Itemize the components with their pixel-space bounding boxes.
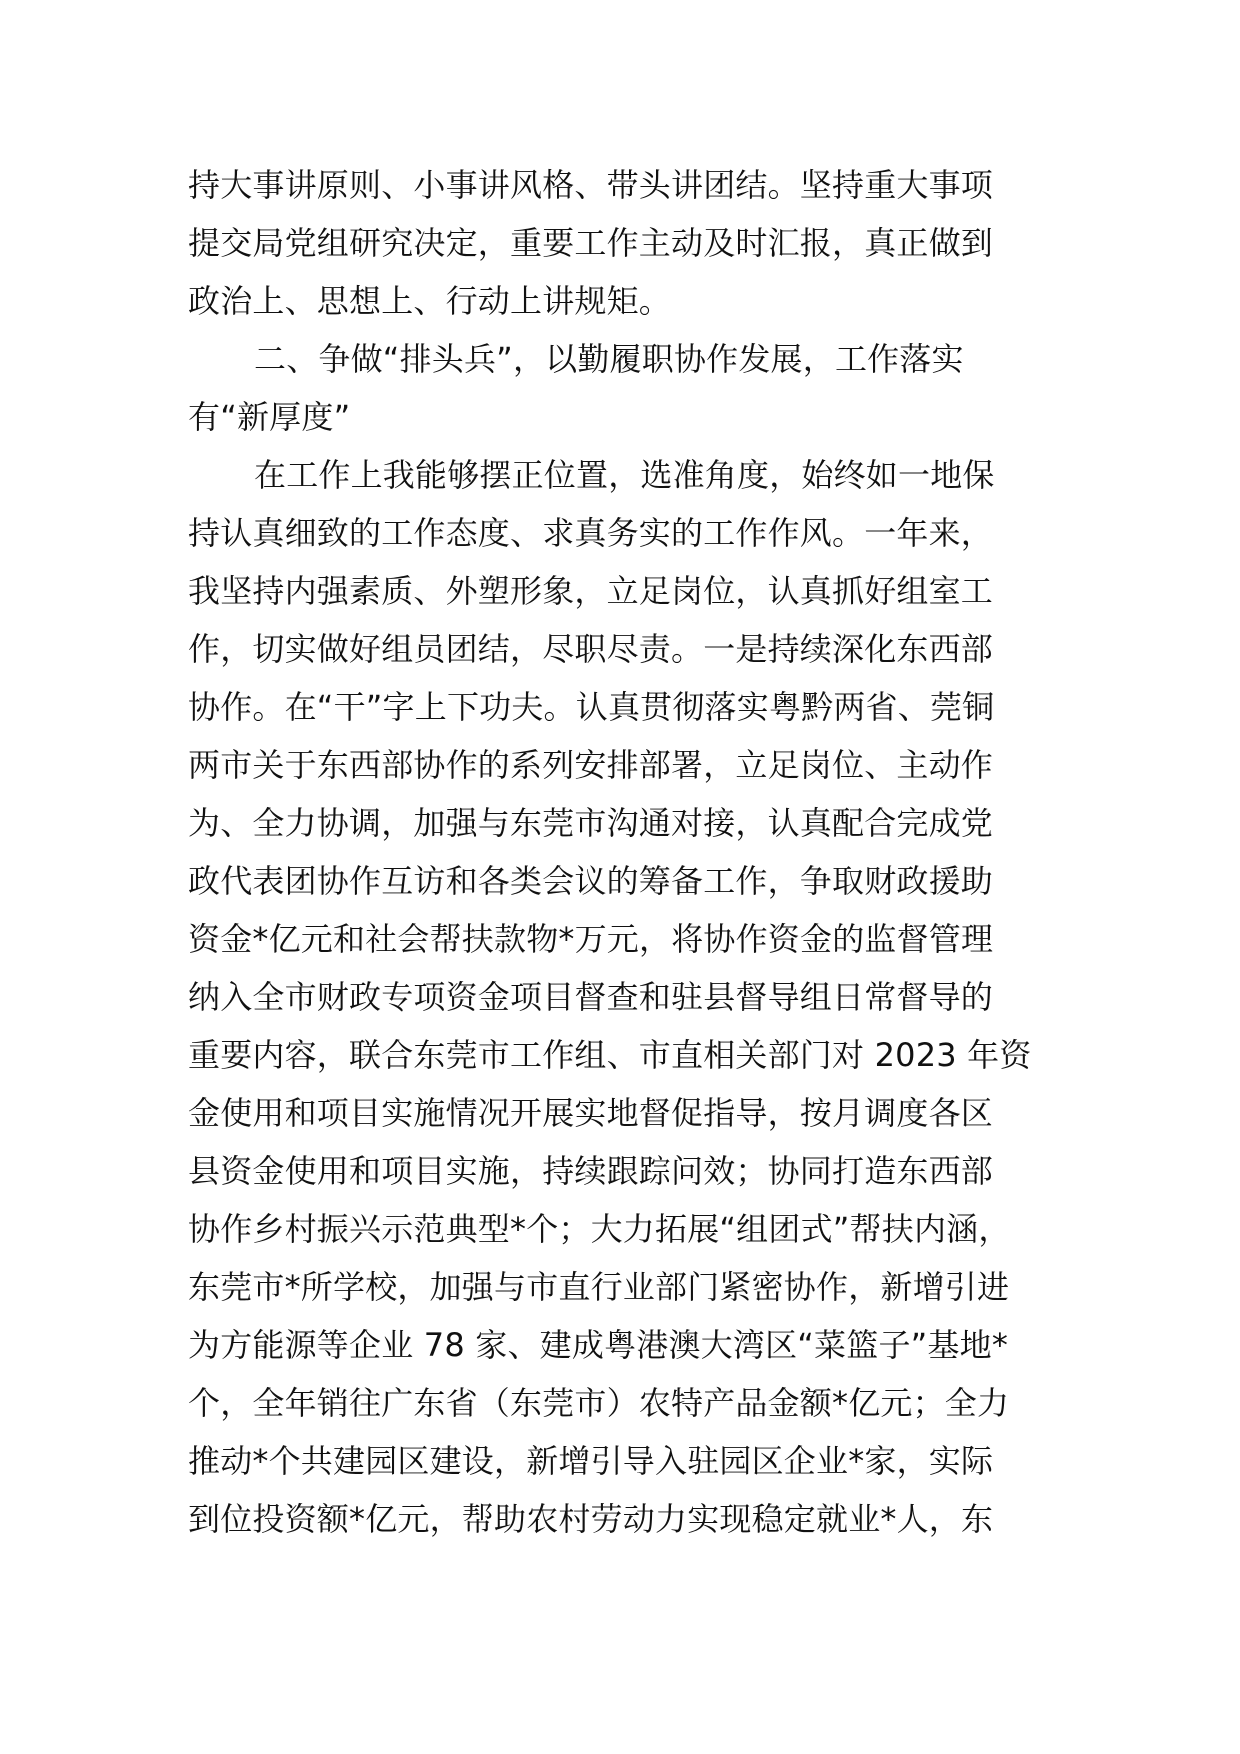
paragraph-start: 在工作上我能够摆正位置，选准角度，始终如一地保 [254, 456, 995, 494]
body-line: 县资金使用和项目实施，持续跟踪问效；协同打造东西部 [188, 1152, 994, 1190]
body-line: 协作乡村振兴示范典型*个；大力拓展“组团式”帮扶内涵， [188, 1210, 1011, 1248]
document-page [188, 156, 1068, 1548]
body-line: 为、全力协调，加强与东莞市沟通对接，认真配合完成党 [188, 804, 994, 842]
body-line: 政治上、思想上、行动上讲规矩。 [188, 282, 672, 320]
section-heading-continued: 有“新厚度” [188, 398, 351, 436]
body-line: 重要内容，联合东莞市工作组、市直相关部门对 2023 年资 [188, 1036, 1032, 1074]
body-line: 作，切实做好组员团结，尽职尽责。一是持续深化东西部 [188, 630, 994, 668]
body-line: 纳入全市财政专项资金项目督查和驻县督导组日常督导的 [188, 978, 994, 1016]
body-line: 持大事讲原则、小事讲风格、带头讲团结。坚持重大事项 [188, 166, 994, 204]
body-line: 资金*亿元和社会帮扶款物*万元，将协作资金的监督管理 [188, 920, 994, 958]
body-line: 政代表团协作互访和各类会议的筹备工作，争取财政援助 [188, 862, 994, 900]
body-line: 为方能源等企业 78 家、建成粤港澳大湾区“菜篮子”基地* [188, 1326, 1009, 1364]
body-line: 持认真细致的工作态度、求真务实的工作作风。一年来， [188, 514, 994, 552]
body-line: 我坚持内强素质、外塑形象，立足岗位，认真抓好组室工 [188, 572, 994, 610]
body-line: 个，全年销往广东省（东莞市）农特产品金额*亿元；全力 [188, 1384, 1010, 1422]
section-heading: 二、争做“排头兵”，以勤履职协作发展，工作落实 [254, 340, 964, 378]
body-line: 提交局党组研究决定，重要工作主动及时汇报，真正做到 [188, 224, 994, 262]
body-line: 推动*个共建园区建设，新增引导入驻园区企业*家，实际 [188, 1442, 994, 1480]
body-line: 东莞市*所学校，加强与市直行业部门紧密协作，新增引进 [188, 1268, 1010, 1306]
body-line: 两市关于东西部协作的系列安排部署，立足岗位、主动作 [188, 746, 994, 784]
body-line: 到位投资额*亿元，帮助农村劳动力实现稳定就业*人，东 [188, 1500, 994, 1538]
body-line: 协作。在“干”字上下功夫。认真贯彻落实粤黔两省、莞铜 [188, 688, 995, 726]
body-line: 金使用和项目实施情况开展实地督促指导，按月调度各区 [188, 1094, 994, 1132]
